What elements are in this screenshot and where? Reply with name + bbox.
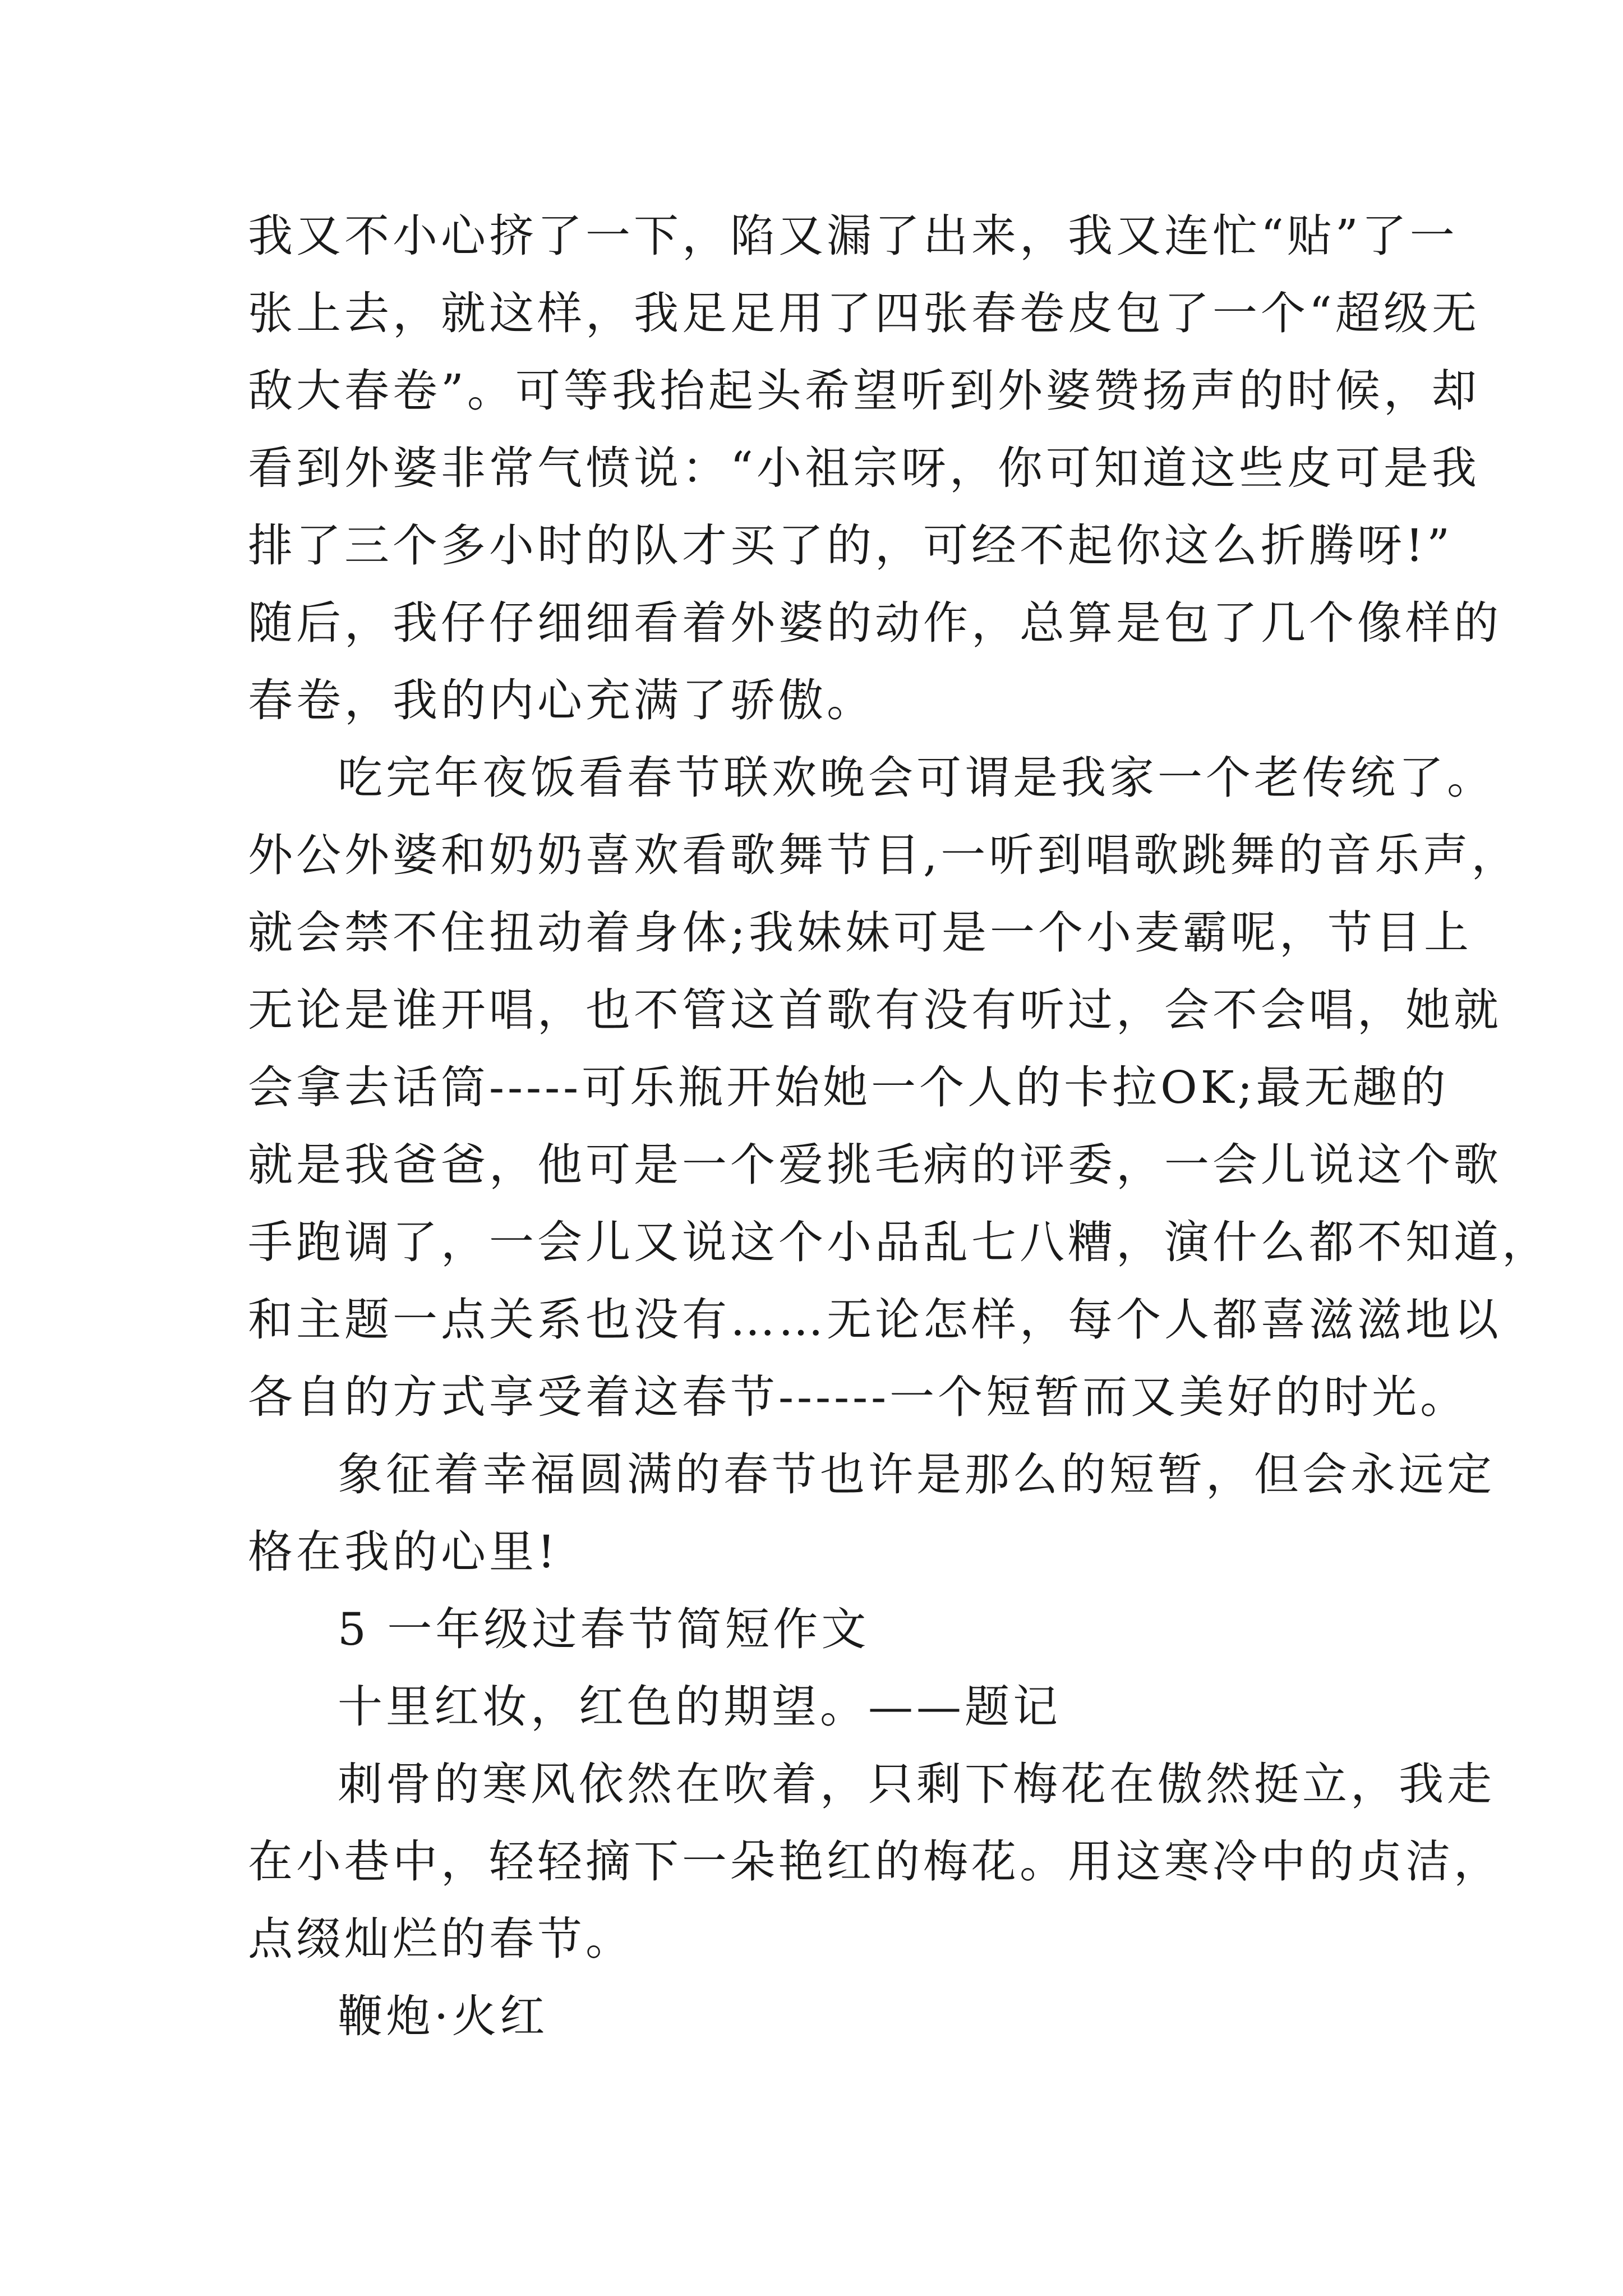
section-heading: 5 一年级过春节简短作文	[338, 1603, 870, 1655]
epigraph: 十里红妆，红色的期望。——题记	[338, 1681, 1061, 1733]
text-line: 看到外婆非常气愤说：“小祖宗呀，你可知道这些皮可是我	[248, 442, 1480, 494]
paragraph-first-line: 吃完年夜饭看春节联欢晚会可谓是我家一个老传统了。	[338, 752, 1495, 804]
text-line: 敌大春卷”。可等我抬起头希望听到外婆赞扬声的时候，却	[248, 365, 1480, 417]
text-line: 格在我的心里!	[248, 1526, 559, 1578]
text-line: 就是我爸爸，他可是一个爱挑毛病的评委，一会儿说这个歌	[248, 1139, 1502, 1191]
text-line: 和主题一点关系也没有……无论怎样，每个人都喜滋滋地以	[248, 1294, 1502, 1346]
text-line: 手跑调了，一会儿又说这个小品乱七八糟，演什么都不知道，	[248, 1216, 1550, 1268]
text-line: 在小巷中，轻轻摘下一朵艳红的梅花。用这寒冷中的贞洁，	[248, 1835, 1502, 1888]
text-line: 随后，我仔仔细细看着外婆的动作，总算是包了几个像样的	[248, 597, 1502, 649]
paragraph-first-line: 刺骨的寒风依然在吹着，只剩下梅花在傲然挺立，我走	[338, 1758, 1495, 1810]
text-line: 外公外婆和奶奶喜欢看歌舞节目,一听到唱歌跳舞的音乐声，	[248, 829, 1520, 881]
text-line: 张上去，就这样，我足足用了四张春卷皮包了一个“超级无	[248, 287, 1480, 339]
text-line: 就会禁不住扭动着身体;我妹妹可是一个小麦霸呢，节目上	[248, 907, 1472, 959]
text-line: 春卷，我的内心充满了骄傲。	[248, 674, 875, 726]
text-line: 我又不小心挤了一下，陷又漏了出来，我又连忙“贴”了一	[248, 210, 1458, 262]
text-line: 排了三个多小时的队才买了的，可经不起你这么折腾呀!”	[248, 519, 1454, 572]
text-line: 会拿去话筒-----可乐瓶开始她一个人的卡拉OK;最无趣的	[248, 1061, 1449, 1114]
document-body	[248, 197, 1550, 2055]
subsection-heading: 鞭炮·火红	[338, 1990, 548, 2042]
text-line: 点缀灿烂的春节。	[248, 1913, 634, 1965]
text-line: 各自的方式享受着这春节------一个短暂而又美好的时光。	[248, 1371, 1469, 1423]
text-line: 无论是谁开唱，也不管这首歌有没有听过，会不会唱，她就	[248, 984, 1502, 1036]
paragraph-first-line: 象征着幸福圆满的春节也许是那么的短暂，但会永远定	[338, 1448, 1495, 1501]
